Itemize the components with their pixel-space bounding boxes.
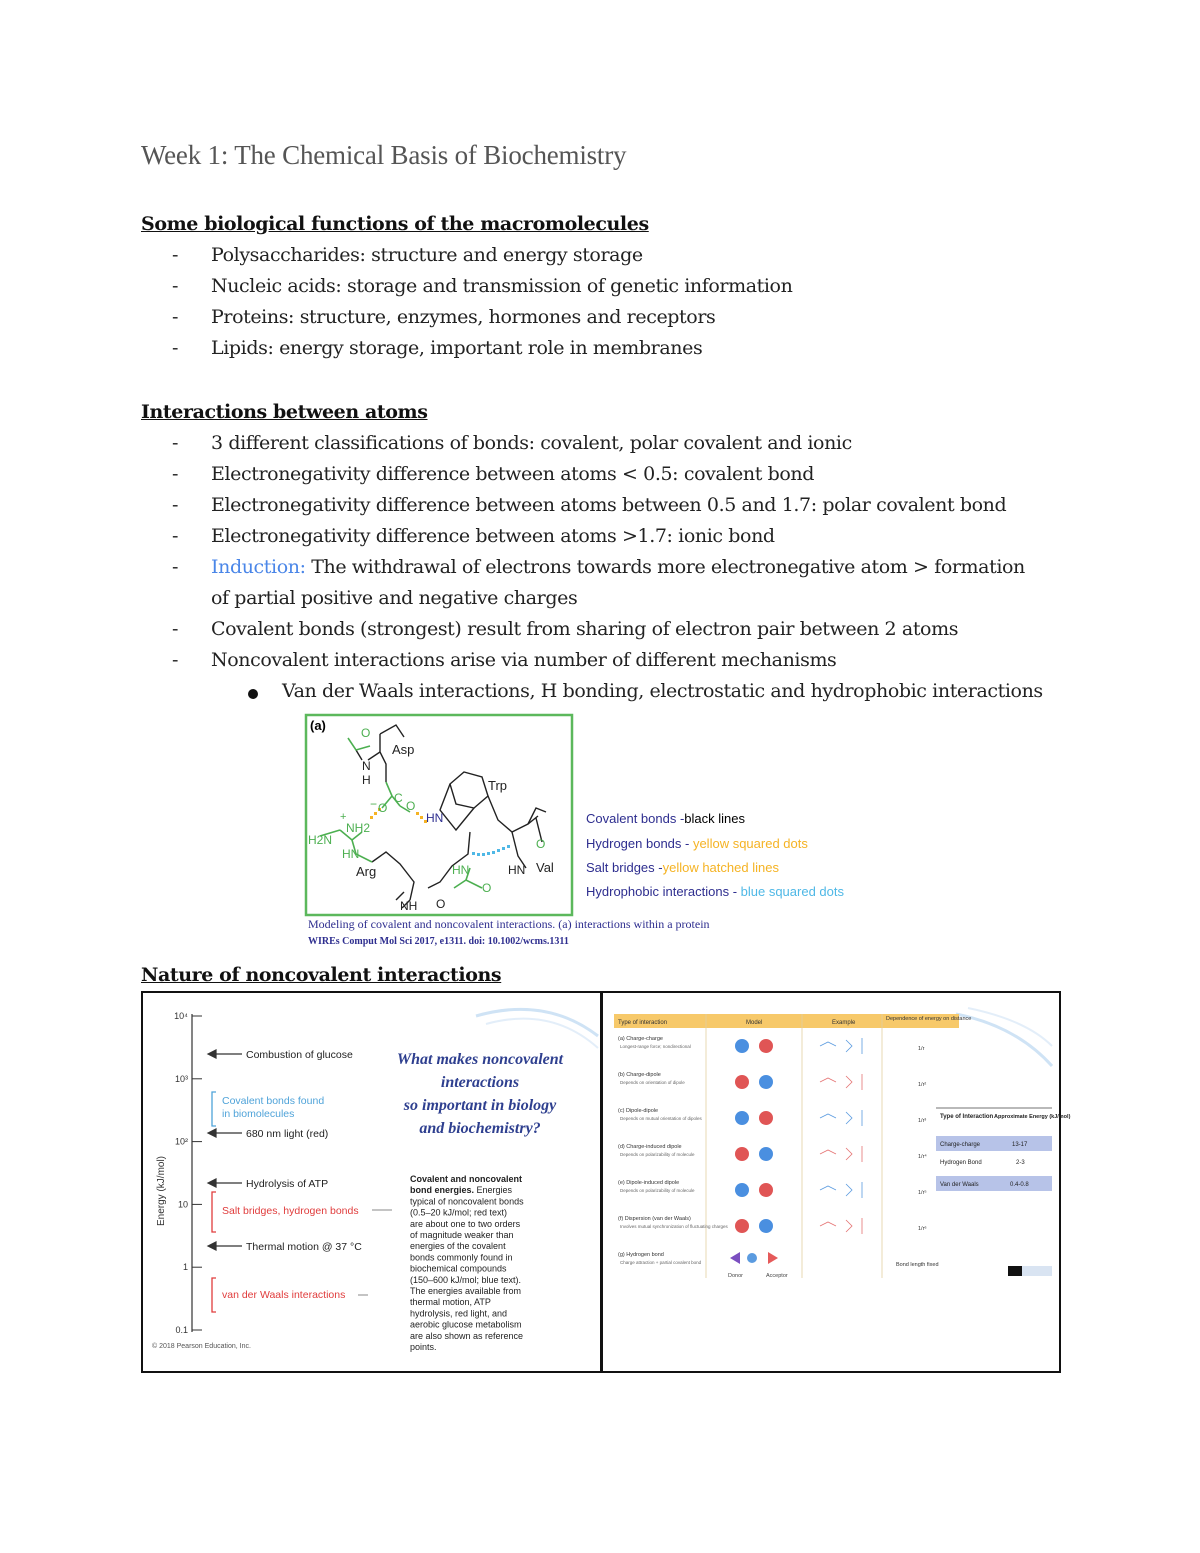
interaction-type: (f) Dispersion (van der Waals) (618, 1216, 691, 1222)
table-header: Model (746, 1020, 763, 1026)
caption-line: are also shown as reference (410, 1330, 524, 1341)
example-structure-icon (820, 1074, 862, 1090)
interaction-type: (d) Charge-induced dipole (618, 1144, 682, 1150)
caption-line: (150–600 kJ/mol; blue text). (410, 1274, 522, 1285)
distance-dependence: 1/r (918, 1046, 925, 1052)
legend-item: Salt bridges -yellow hatched lines (586, 860, 779, 875)
figure-legend (586, 811, 844, 899)
figure-citation: WIREs Comput Mol Sci 2017, e1311. doi: 10.1002/wcms.1311 (308, 936, 569, 947)
caption-bold-line: bond energies. Energies (410, 1185, 513, 1196)
atom-label: HN (452, 863, 470, 877)
atom-label: − (370, 797, 378, 811)
induction-definition: The withdrawal of electrons towards more electronegative atom > formation (305, 556, 1025, 578)
interaction-description: Charge attraction + partial covalent bond (620, 1260, 702, 1265)
interaction-type: (a) Charge-charge (618, 1036, 663, 1042)
interaction-description: Depends on mutual orientation of dipoles (620, 1116, 702, 1121)
table-header: Example (832, 1020, 856, 1026)
atom-label: O (406, 799, 416, 813)
question-line: What makes noncovalent (396, 1051, 564, 1068)
energy-label: Thermal motion @ 37 °C (246, 1241, 362, 1253)
distance-dependence: 1/r⁶ (918, 1226, 927, 1232)
induction-term: Induction: (211, 556, 306, 578)
induction-continuation: of partial positive and negative charges (211, 587, 578, 609)
question-line: and biochemistry? (419, 1120, 541, 1137)
energy-label: 680 nm light (red) (246, 1128, 329, 1140)
list-item-text: Nucleic acids: storage and transmission of genetic information (211, 275, 793, 297)
atom-label: C (394, 791, 403, 805)
page-title: Week 1: The Chemical Basis of Biochemistry (141, 140, 627, 170)
question-callout (397, 1051, 564, 1137)
caption-line: The energies available from (410, 1286, 522, 1296)
mini-table-cell: Van der Waals (940, 1182, 979, 1188)
model-charge-icon (735, 1183, 749, 1197)
atom-label: HN (426, 811, 444, 825)
table-header: Dependence of energy on distance (886, 1016, 972, 1022)
list-item-text: Covalent bonds (strongest) result from sharing of electron pair between 2 atoms (211, 618, 959, 640)
energy-label: Hydrolysis of ATP (246, 1178, 329, 1190)
interaction-type: (g) Hydrogen bond (618, 1252, 664, 1258)
atom-label: O (361, 726, 371, 740)
model-charge-icon (759, 1075, 773, 1089)
section-heading-noncovalent: Nature of noncovalent interactions (141, 964, 502, 986)
energy-label: Salt bridges, hydrogen bonds (222, 1205, 359, 1217)
caption-line: thermal motion, ATP (410, 1297, 491, 1308)
atom-label: H (362, 773, 371, 787)
residue-label-asp: Asp (392, 742, 415, 757)
list-item-text: Electronegativity difference between atoms >1.7: ionic bond (211, 525, 775, 547)
decorative-swoosh (968, 1008, 1052, 1046)
model-charge-icon (735, 1075, 749, 1089)
caption-line: hydrolysis, red light, and (410, 1308, 508, 1319)
atom-label: N (362, 759, 371, 773)
legend-item: Hydrophobic interactions - blue squared dots (586, 884, 844, 899)
covalent-bonds (356, 725, 546, 908)
y-tick-label: 10 (177, 1199, 188, 1210)
panel-label: (a) (310, 718, 326, 733)
distance-dependence: Bond length fixed (896, 1262, 939, 1268)
y-axis-label: Energy (kJ/mol) (156, 1155, 167, 1226)
bullet-dot-icon (248, 689, 258, 699)
atom-label: HN (342, 847, 360, 861)
atom-label: HN (508, 863, 526, 877)
mini-table-cell: Charge-charge (940, 1142, 981, 1148)
hydrogen-icon (747, 1253, 757, 1263)
y-tick-label: 10³ (174, 1073, 188, 1084)
y-tick-label: 0.1 (175, 1325, 188, 1335)
decorative-bar-dark (1008, 1266, 1022, 1276)
energy-label: van der Waals interactions (222, 1289, 346, 1301)
model-charge-icon (759, 1111, 773, 1125)
donor-icon (730, 1252, 740, 1264)
atom-label: O (436, 897, 446, 911)
model-charge-icon (735, 1147, 749, 1161)
table-divider (600, 991, 603, 1373)
covalent-range-bracket (212, 1092, 216, 1126)
energy-mini-table (936, 1108, 1071, 1191)
caption-line: (0.5–20 kJ/mol; red text) (410, 1207, 508, 1218)
y-tick-label: 1 (182, 1262, 188, 1273)
distance-dependence: 1/r⁵ (918, 1190, 927, 1196)
reference-arrows (208, 1050, 242, 1250)
caption-line: of magnitude weaker than (410, 1230, 514, 1240)
list-item-text: Electronegativity difference between atoms < 0.5: covalent bond (211, 463, 814, 485)
caption-line: energies of the covalent (410, 1241, 506, 1252)
atom-label: O (482, 881, 492, 895)
interaction-description: Involves mutual synchronization of fluctuating charges (620, 1224, 728, 1229)
model-charge-icon (735, 1219, 749, 1233)
interaction-type: (b) Charge-dipole (618, 1072, 661, 1078)
legend-item: Covalent bonds -black lines (586, 811, 745, 826)
caption-line: biochemical compounds (410, 1263, 507, 1274)
model-charge-icon (759, 1039, 773, 1053)
mini-table-cell: Hydrogen Bond (940, 1160, 982, 1166)
y-tick-label: 10⁴ (174, 1011, 188, 1021)
question-line: so important in biology (403, 1097, 557, 1114)
section-heading-macromolecules: Some biological functions of the macromolecules (141, 213, 649, 235)
atom-label: H2N (308, 833, 333, 847)
energy-label: in biomolecules (222, 1108, 295, 1120)
legend-item: Hydrogen bonds - yellow squared dots (586, 836, 808, 851)
residue-label-arg: Arg (356, 864, 377, 879)
list-item-text: 3 different classifications of bonds: covalent, polar covalent and ionic (211, 432, 852, 454)
interaction-type: (c) Dipole-dipole (618, 1108, 659, 1114)
mini-table-cell: 13-17 (1012, 1142, 1028, 1148)
acceptor-icon (768, 1252, 778, 1264)
caption-bold-line: Covalent and noncovalent (410, 1174, 523, 1184)
sub-bullet-text: Van der Waals interactions, H bonding, electrostatic and hydrophobic interactions (282, 680, 1043, 702)
energy-caption (410, 1174, 524, 1352)
interaction-description: Depends on polarizability of molecule (620, 1152, 695, 1157)
distance-dependence: 1/r³ (918, 1118, 927, 1124)
model-charge-icon (759, 1147, 773, 1161)
example-structure-icon (820, 1110, 862, 1126)
decorative-swoosh (486, 1019, 598, 1048)
interaction-description: Depends on orientation of dipole (620, 1080, 685, 1085)
example-structure-icon (820, 1038, 862, 1054)
vdw-range-bracket (212, 1278, 216, 1312)
atom-label: O (536, 837, 546, 851)
caption-line: points. (410, 1342, 437, 1352)
distance-dependence: 1/r⁴ (918, 1154, 927, 1160)
list-item-text: Proteins: structure, enzymes, hormones and receptors (211, 306, 716, 328)
energy-label: Combustion of glucose (246, 1049, 353, 1061)
y-tick-label: 10² (174, 1136, 188, 1147)
list-item-text: Electronegativity difference between atoms between 0.5 and 1.7: polar covalent bond (211, 494, 1007, 516)
model-charge-icon (735, 1039, 749, 1053)
section-heading-interactions: Interactions between atoms (141, 401, 428, 423)
salt-bridge-range-bracket (212, 1192, 216, 1232)
list-item-text: Lipids: energy storage, important role in membranes (211, 337, 703, 359)
interaction-type: (e) Dipole-induced dipole (618, 1180, 680, 1186)
model-charge-icon (759, 1219, 773, 1233)
atom-label: NH2 (346, 821, 371, 835)
mini-table-cell: 2-3 (1016, 1160, 1025, 1166)
energy-label: Covalent bonds found (222, 1095, 325, 1107)
interaction-description: Depends on polarizability of molecule (620, 1188, 695, 1193)
example-structure-icon (820, 1146, 862, 1162)
mini-table-header: Type of Interaction (940, 1114, 994, 1120)
list-item-text: Noncovalent interactions arise via number of different mechanisms (211, 649, 837, 671)
example-structure-icon (820, 1182, 862, 1198)
caption-line: typical of noncovalent bonds (410, 1196, 524, 1207)
interaction-description: Longest-range force; nondirectional (620, 1044, 691, 1049)
acceptor-label: Acceptor (766, 1273, 788, 1279)
interactions-table-figure (606, 996, 1071, 1368)
residue-label-val: Val (536, 860, 554, 875)
energy-chart (146, 996, 598, 1368)
copyright: © 2018 Pearson Education, Inc. (152, 1343, 251, 1350)
atom-label: O (378, 801, 388, 815)
example-structure-icon (820, 1218, 862, 1234)
atom-label: NH (400, 899, 418, 913)
list-item-text: Polysaccharides: structure and energy storage (211, 244, 643, 266)
table-header: Type of interaction (618, 1020, 668, 1026)
protein-interactions-figure (300, 712, 844, 952)
donor-label: Donor (728, 1273, 743, 1279)
mini-table-cell: 0.4-0.8 (1010, 1182, 1029, 1188)
residue-label-trp: Trp (488, 778, 508, 793)
caption-line: are about one to two orders (410, 1218, 521, 1229)
model-charge-icon (735, 1111, 749, 1125)
model-charge-icon (759, 1183, 773, 1197)
question-line: interactions (440, 1074, 520, 1091)
distance-dependence: 1/r² (918, 1082, 927, 1088)
atom-label: + (340, 811, 347, 823)
hydrophobic-dots (472, 845, 510, 856)
caption-line: bonds commonly found in (410, 1252, 513, 1263)
caption-line: aerobic glucose metabolism (410, 1319, 522, 1330)
mini-table-header: Approximate Energy (kJ/mol) (994, 1114, 1071, 1120)
figure-caption: Modeling of covalent and noncovalent interactions. (a) interactions within a protein (308, 917, 710, 931)
